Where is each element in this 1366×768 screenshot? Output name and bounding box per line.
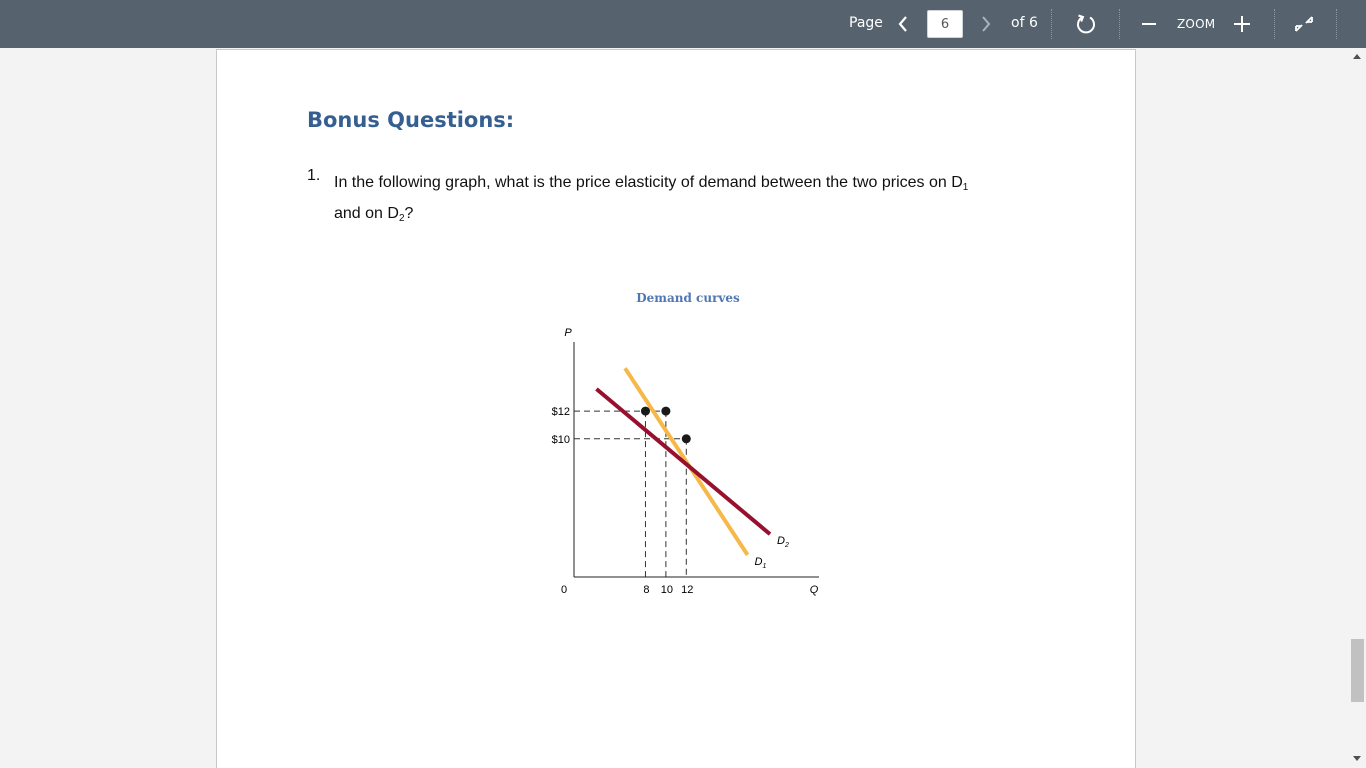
y-axis-label: P xyxy=(564,327,572,339)
scrollbar-thumb[interactable] xyxy=(1351,639,1364,702)
data-point-3 xyxy=(682,434,691,443)
scroll-down-arrow-icon[interactable] xyxy=(1353,756,1361,761)
y-tick-label: $12 xyxy=(551,406,570,419)
question-text-part2: and on D xyxy=(334,205,399,222)
series-line-D2 xyxy=(596,389,770,534)
demand-series xyxy=(596,368,770,555)
x-tick-label: 10 xyxy=(660,584,673,596)
vertical-scrollbar[interactable] xyxy=(1349,48,1366,768)
y-tick-label: $10 xyxy=(551,433,570,446)
data-point-2 xyxy=(661,407,670,416)
question-number: 1. xyxy=(307,167,321,184)
question-subscript-2: 2 xyxy=(398,213,405,224)
x-tick-label: 8 xyxy=(643,584,650,596)
origin-label: 0 xyxy=(560,584,568,596)
curve-label-D1: $D_1$ xyxy=(754,555,767,570)
section-heading: Bonus Questions: xyxy=(307,108,515,132)
y-tick-labels xyxy=(552,406,570,446)
question-subscript-1: 1 xyxy=(962,182,969,193)
x-tick-label: 12 xyxy=(681,584,694,596)
scroll-up-arrow-icon[interactable] xyxy=(1353,54,1361,59)
page-label: Page xyxy=(849,15,883,31)
curve-labels xyxy=(755,535,789,570)
curve-label-D2: $D_2$ xyxy=(777,535,789,550)
x-tick-labels xyxy=(643,584,693,596)
chart-title: Demand curves xyxy=(636,291,740,305)
question-end: ? xyxy=(404,205,414,222)
total-pages-label: of 6 xyxy=(1011,15,1038,31)
data-point-1 xyxy=(641,407,650,416)
question-text-part1: In the following graph, what is the price elasticity of demand between the two prices on D xyxy=(334,174,963,191)
x-axis-label: Q xyxy=(809,584,819,596)
zoom-label: ZOOM xyxy=(1177,17,1216,31)
